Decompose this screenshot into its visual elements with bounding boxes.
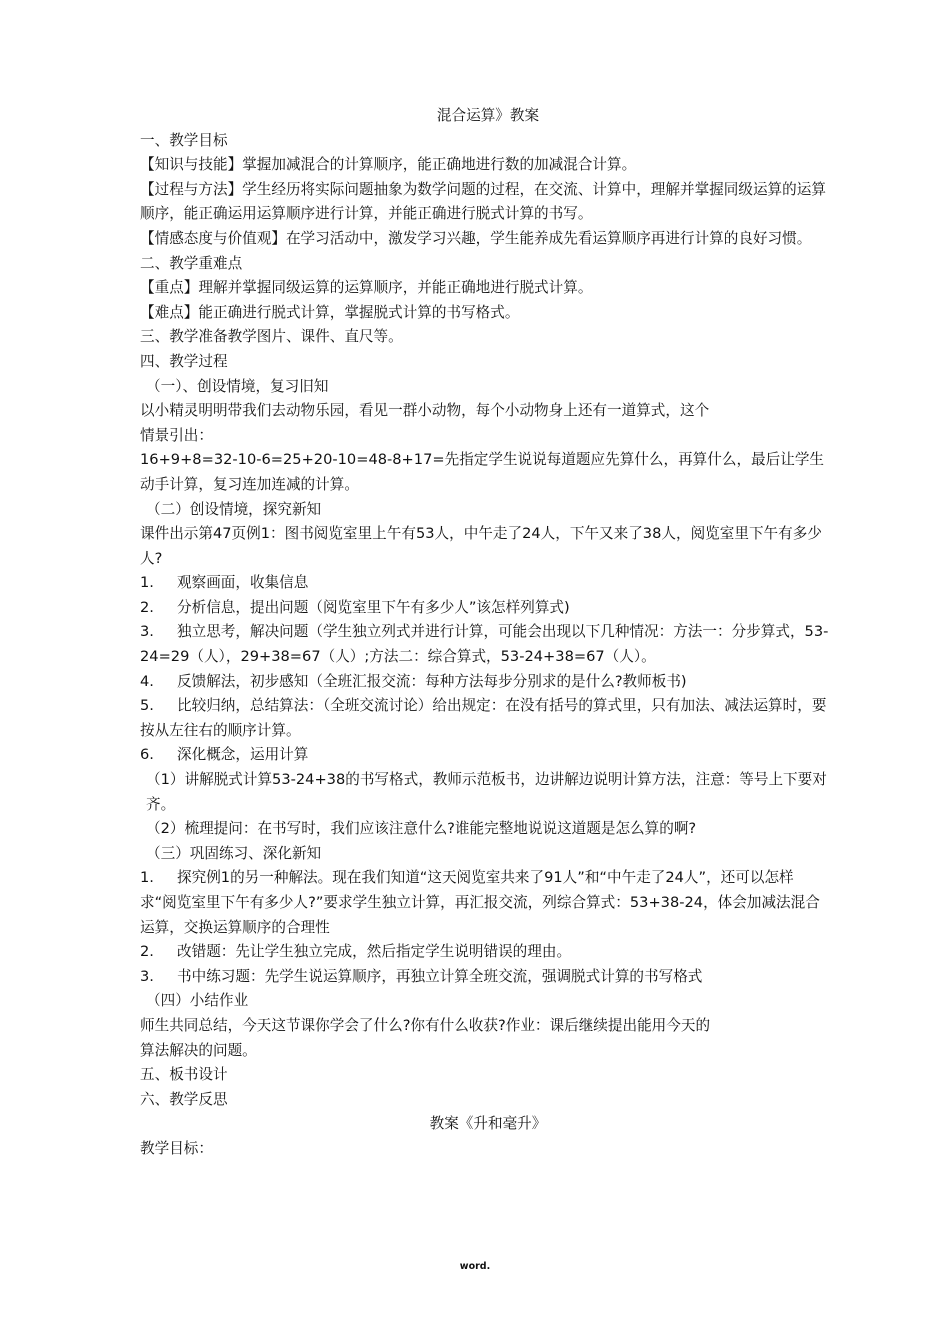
subsection-heading: （二）创设情境，探究新知 — [146, 500, 322, 518]
section-heading: 五、板书设计 — [140, 1066, 228, 1084]
section-heading: 二、教学重难点 — [140, 254, 243, 272]
subsection-heading: （一）、创设情境，复习旧知 — [146, 377, 329, 395]
list-text: 探究例1的另一种解法。现在我们知道“这天阅览室共来了91人”和“中午走了24人”，还可以怎样求“阅览室里下午有多少人?”要求学生独立计算，再汇报交流，列综合算式：53+38-24，体会加减法混合运算，交换运算顺序的合理性 — [140, 869, 820, 936]
paragraph: 以小精灵明明带我们去动物乐园，看见一群小动物，每个小动物身上还有一道算式，这个 — [140, 402, 710, 420]
second-document-title: 教案《升和毫升》 — [429, 1115, 547, 1133]
list-item — [140, 866, 830, 940]
paragraph: （1）讲解脱式计算53-24+38的书写格式，教师示范板书，边讲解边说明计算方法，注意：等号上下要对齐。 — [146, 771, 827, 813]
list-text: 书中练习题：先学生说运算顺序，再独立计算全班交流，强调脱式计算的书写格式 — [177, 967, 703, 985]
paragraph: 【重点】理解并掌握同级运算的运算顺序，并能正确地进行脱式计算。 — [140, 279, 593, 297]
list-item — [140, 743, 830, 768]
list-item — [140, 965, 830, 990]
list-number: 6. — [140, 746, 154, 764]
list-number: 2. — [140, 943, 154, 961]
section-heading: 三、教学准备教学图片、课件、直尺等。 — [140, 328, 403, 346]
paragraph: 【过程与方法】学生经历将实际问题抽象为数学问题的过程，在交流、计算中，理解并掌握同级运算的运算顺序，能正确运用运算顺序进行计算，并能正确进行脱式计算的书写。 — [140, 180, 826, 223]
paragraph: 【情感态度与价值观】在学习活动中，激发学习兴趣，学生能养成先看运算顺序再进行计算的良好习惯。 — [140, 229, 812, 247]
paragraph: 课件出示第47页例1：图书阅览室里上午有53人，中午走了24人，下午又来了38人，阅览室里下午有多少人? — [140, 525, 822, 567]
subsection-heading: （四）小结作业 — [146, 992, 249, 1010]
list-text: 改错题：先让学生独立完成，然后指定学生说明错误的理由。 — [177, 943, 572, 961]
section-heading: 四、教学过程 — [140, 352, 228, 370]
paragraph: 16+9+8=32-10-6=25+20-10=48-8+17=先指定学生说说每道题应先算什么，再算什么，最后让学生动手计算，复习连加连减的计算。 — [140, 451, 825, 493]
list-text: 独立思考，解决问题（学生独立列式并进行计算，可能会出现以下几种情况：方法一：分步算式，53-24=29（人），29+38=67（人）;方法二：综合算式，53-24+38=67（人）。 — [140, 623, 829, 666]
paragraph: 【知识与技能】掌握加减混合的计算顺序，能正确地进行数的加减混合计算。 — [140, 156, 637, 174]
paragraph: 【难点】能正确进行脱式计算，掌握脱式计算的书写格式。 — [140, 303, 520, 321]
document-title: 混合运算》教案 — [436, 107, 540, 124]
list-item — [140, 620, 830, 669]
list-number: 5. — [140, 697, 154, 715]
list-number: 3. — [140, 967, 154, 985]
list-number: 3. — [140, 623, 154, 641]
list-text: 观察画面，收集信息 — [177, 574, 309, 592]
section-heading: 六、教学反思 — [140, 1090, 228, 1108]
list-item — [140, 571, 830, 596]
list-text: 比较归纳，总结算法：（全班交流讨论）给出规定：在没有括号的算式里，只有加法、减法运算时，要按从左往右的顺序计算。 — [140, 697, 827, 739]
paragraph: 情景引出： — [140, 426, 213, 444]
list-text: 深化概念，运用计算 — [177, 746, 309, 764]
list-number: 1. — [140, 869, 154, 887]
list-number: 1. — [140, 574, 154, 592]
list-item — [140, 596, 830, 621]
document-body — [140, 104, 830, 1162]
list-text: 分析信息，提出问题（阅览室里下午有多少人”该怎样列算式) — [177, 598, 570, 616]
page-footer: word. — [459, 1261, 491, 1272]
subsection-heading: （三）巩固练习、深化新知 — [146, 844, 322, 862]
list-item — [140, 694, 830, 743]
paragraph: 算法解决的问题。 — [140, 1041, 257, 1059]
paragraph: 师生共同总结，今天这节课你学会了什么?你有什么收获?作业：课后继续提出能用今天的 — [140, 1016, 711, 1034]
paragraph: （2）梳理提问：在书写时，我们应该注意什么?谁能完整地说说这道题是怎么算的啊? — [146, 820, 697, 838]
list-number: 2. — [140, 598, 154, 616]
list-text: 反馈解法，初步感知（全班汇报交流：每种方法每步分别求的是什么?教师板书) — [177, 672, 687, 690]
section-heading: 一、教学目标 — [140, 131, 228, 149]
list-item — [140, 670, 830, 695]
list-number: 4. — [140, 672, 154, 690]
section-heading: 教学目标： — [140, 1139, 213, 1157]
list-item — [140, 940, 830, 965]
